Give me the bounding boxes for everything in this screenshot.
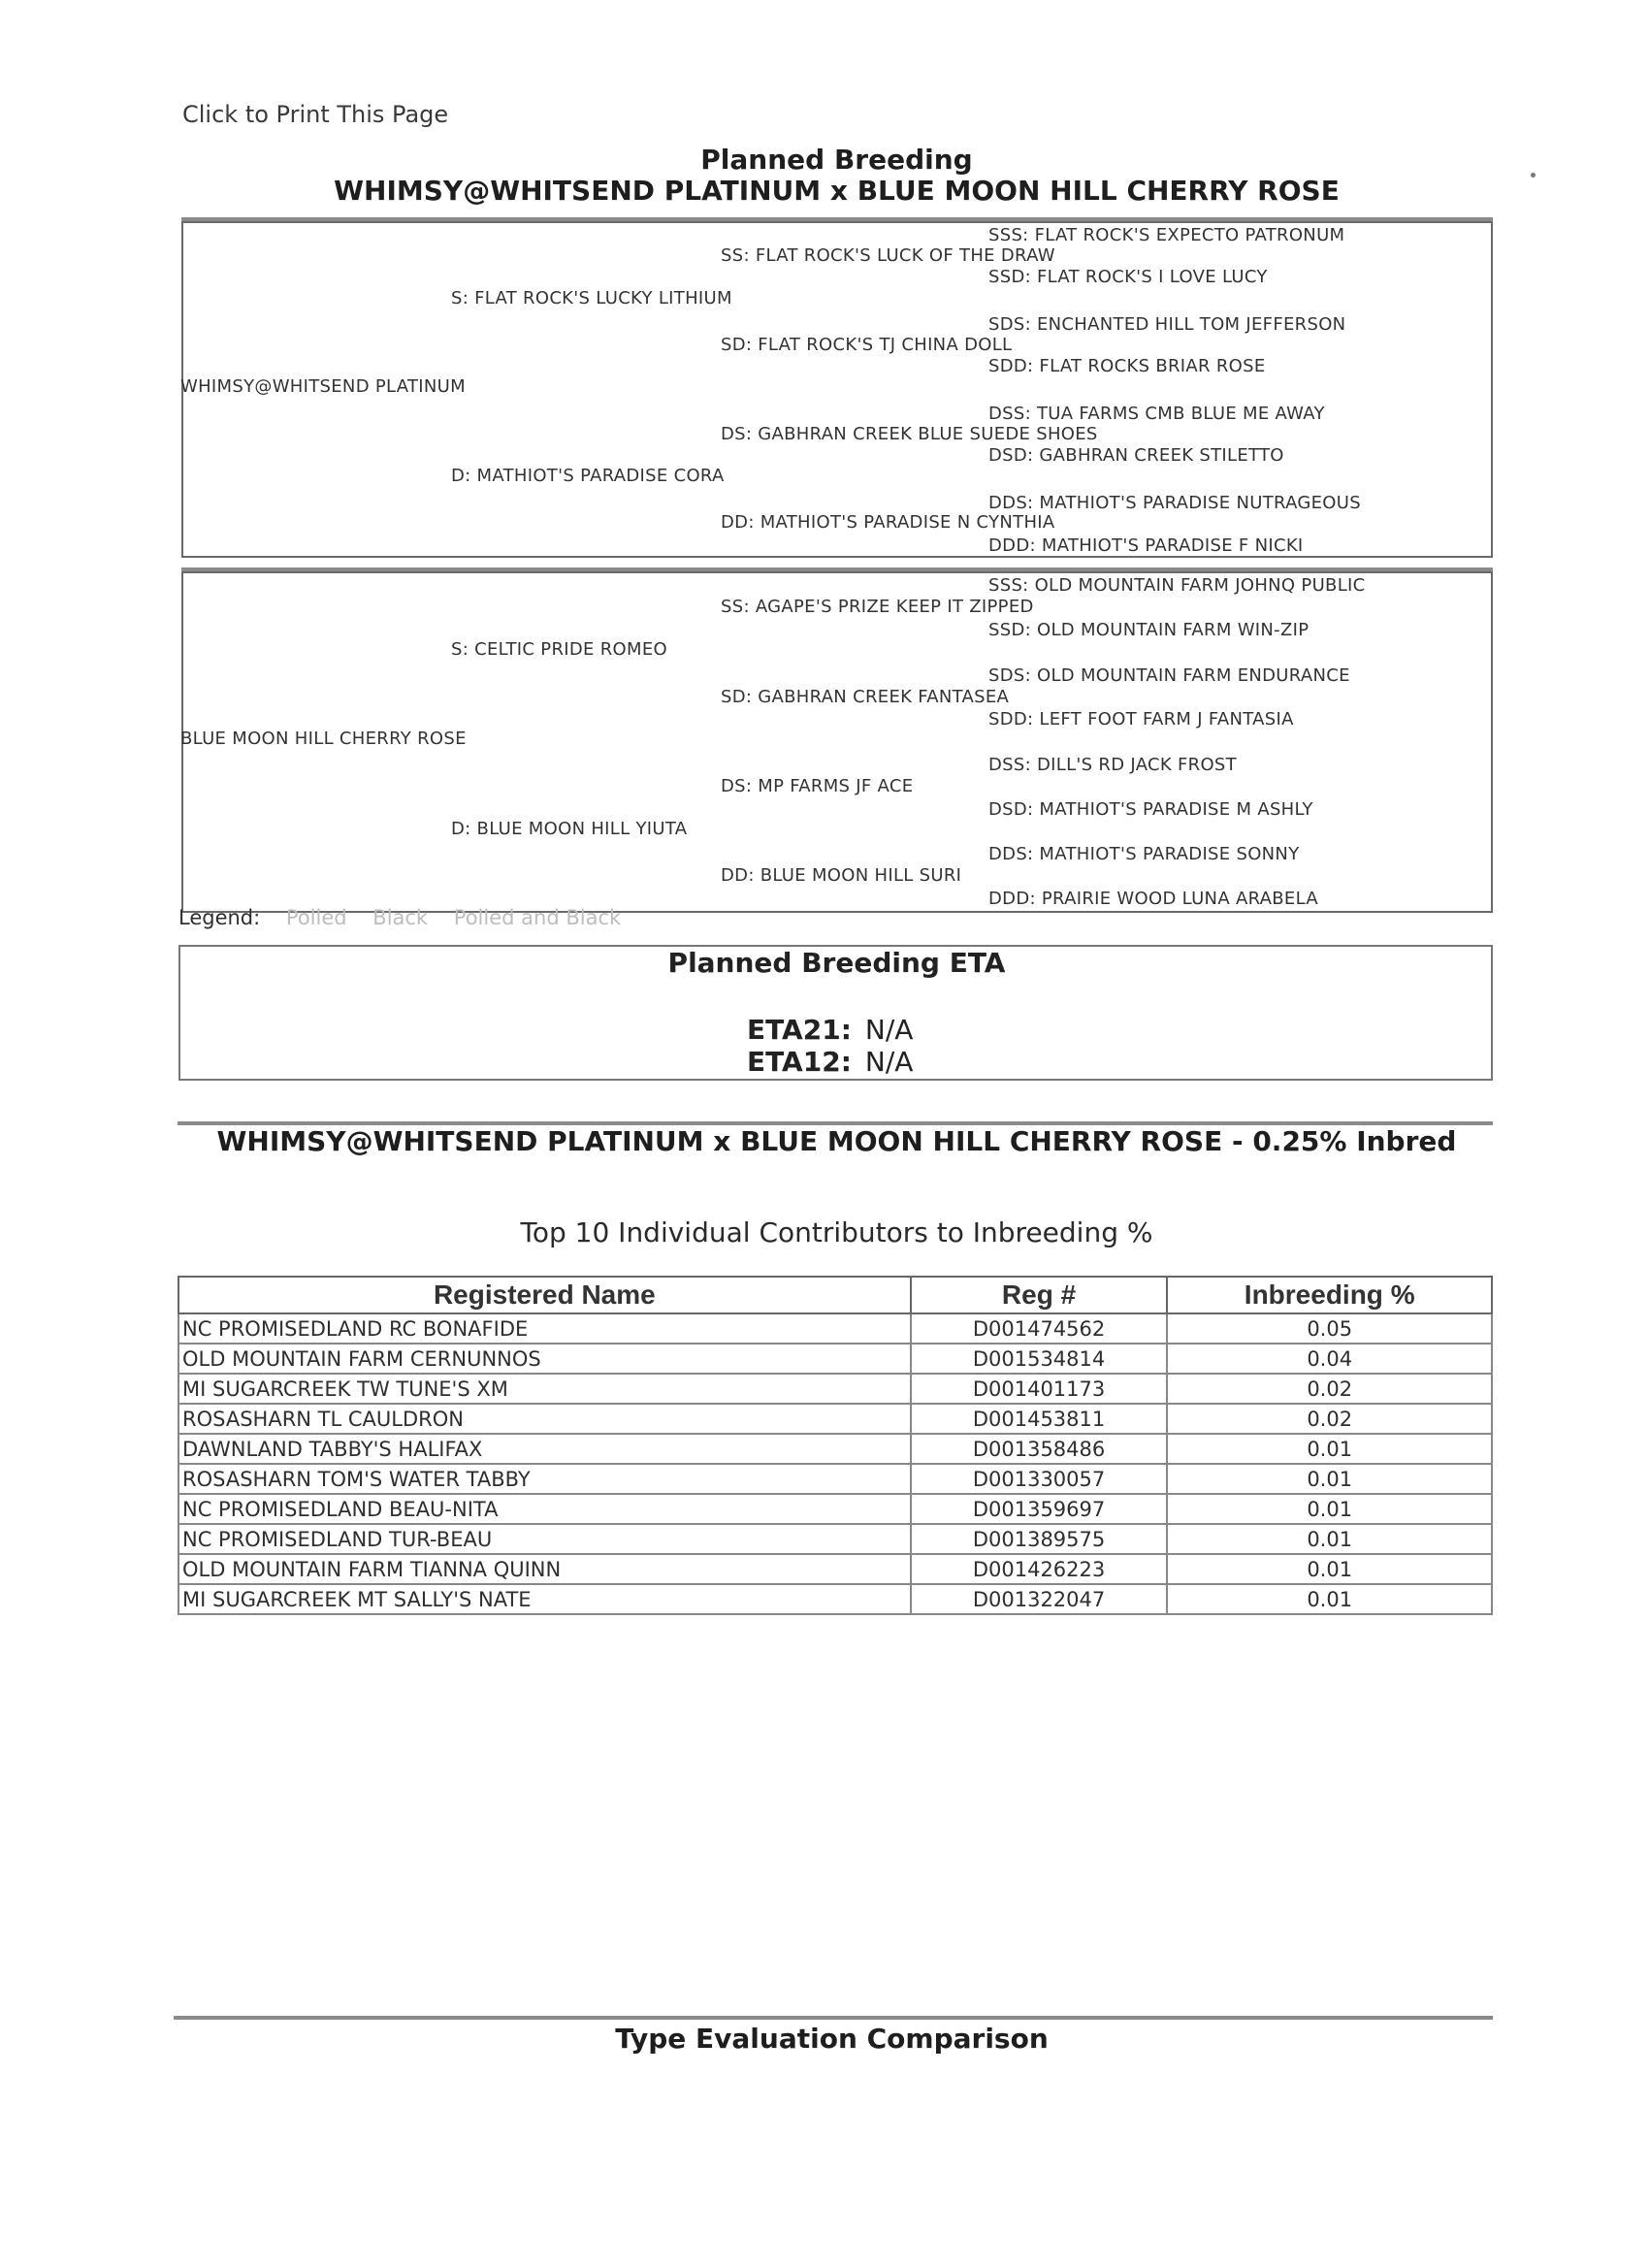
- cell-pct: 0.04: [1167, 1344, 1492, 1374]
- eta12-row: [747, 1046, 913, 1078]
- cell-reg: D001426223: [911, 1554, 1168, 1584]
- cell-reg: D001358486: [911, 1434, 1168, 1464]
- cell-reg: D001474562: [911, 1313, 1168, 1344]
- cell-name: NC PROMISEDLAND BEAU-NITA: [178, 1494, 911, 1524]
- pedigree-dd: DD: BLUE MOON HILL SURI: [721, 865, 962, 886]
- table-row: [178, 1524, 1492, 1554]
- pedigree-sss: SSS: OLD MOUNTAIN FARM JOHNQ PUBLIC: [988, 575, 1366, 596]
- contributors-title: Top 10 Individual Contributors to Inbreeding %: [520, 1216, 1153, 1248]
- pedigree-ddd: DDD: MATHIOT'S PARADISE F NICKI: [988, 535, 1304, 556]
- pedigree-dam: D: MATHIOT'S PARADISE CORA: [451, 466, 725, 486]
- cell-pct: 0.05: [1167, 1313, 1492, 1344]
- dam-pedigree-box: [181, 571, 1493, 913]
- table-row: [178, 1374, 1492, 1404]
- table-row: [178, 1313, 1492, 1344]
- cell-name: NC PROMISEDLAND RC BONAFIDE: [178, 1313, 911, 1344]
- legend-label: Legend:: [178, 906, 261, 929]
- cell-pct: 0.02: [1167, 1404, 1492, 1434]
- pedigree-sds: SDS: OLD MOUNTAIN FARM ENDURANCE: [988, 665, 1350, 686]
- pedigree-ssd: SSD: FLAT ROCK'S I LOVE LUCY: [988, 267, 1268, 287]
- cell-reg: D001453811: [911, 1404, 1168, 1434]
- pedigree-sd: SD: FLAT ROCK'S TJ CHINA DOLL: [721, 335, 1013, 355]
- cell-name: MI SUGARCREEK MT SALLY'S NATE: [178, 1584, 911, 1614]
- pedigree-animal: BLUE MOON HILL CHERRY ROSE: [180, 729, 467, 749]
- cell-reg: D001401173: [911, 1374, 1168, 1404]
- cell-name: NC PROMISEDLAND TUR-BEAU: [178, 1524, 911, 1554]
- pedigree-dds: DDS: MATHIOT'S PARADISE SONNY: [988, 844, 1300, 864]
- pedigree-ds: DS: GABHRAN CREEK BLUE SUEDE SHOES: [721, 424, 1098, 444]
- eta12-value: N/A: [864, 1046, 914, 1078]
- cell-name: ROSASHARN TL CAULDRON: [178, 1404, 911, 1434]
- page-title: Planned Breeding: [700, 144, 973, 176]
- pedigree-ssd: SSD: OLD MOUNTAIN FARM WIN-ZIP: [988, 620, 1310, 640]
- table-header-row: [178, 1277, 1492, 1313]
- cell-reg: D001330057: [911, 1464, 1168, 1494]
- contributors-table: [178, 1276, 1493, 1615]
- legend-polled: Polled: [285, 906, 347, 929]
- cell-reg: D001359697: [911, 1494, 1168, 1524]
- table-row: [178, 1554, 1492, 1584]
- cell-pct: 0.01: [1167, 1554, 1492, 1584]
- cell-name: DAWNLAND TABBY'S HALIFAX: [178, 1434, 911, 1464]
- cell-pct: 0.01: [1167, 1434, 1492, 1464]
- cell-pct: 0.01: [1167, 1584, 1492, 1614]
- pedigree-ddd: DDD: PRAIRIE WOOD LUNA ARABELA: [988, 889, 1318, 909]
- pedigree-ds: DS: MP FARMS JF ACE: [721, 776, 914, 796]
- header-reg-number: Reg #: [911, 1277, 1168, 1313]
- pedigree-sire: S: CELTIC PRIDE ROMEO: [451, 639, 667, 660]
- cell-name: MI SUGARCREEK TW TUNE'S XM: [178, 1374, 911, 1404]
- table-row: [178, 1434, 1492, 1464]
- cell-pct: 0.01: [1167, 1494, 1492, 1524]
- type-evaluation-title: Type Evaluation Comparison: [615, 2023, 1049, 2055]
- table-row: [178, 1404, 1492, 1434]
- pedigree-sire: S: FLAT ROCK'S LUCKY LITHIUM: [451, 288, 732, 308]
- inbreeding-summary: WHIMSY@WHITSEND PLATINUM x BLUE MOON HILL CHERRY ROSE - 0.25% Inbred: [216, 1125, 1457, 1157]
- pedigree-sds: SDS: ENCHANTED HILL TOM JEFFERSON: [988, 314, 1346, 335]
- pedigree-sdd: SDD: FLAT ROCKS BRIAR ROSE: [988, 356, 1266, 376]
- pedigree-sd: SD: GABHRAN CREEK FANTASEA: [721, 687, 1010, 707]
- pedigree-dam: D: BLUE MOON HILL YIUTA: [451, 819, 688, 839]
- pedigree-animal: WHIMSY@WHITSEND PLATINUM: [180, 376, 466, 397]
- print-page-link[interactable]: Click to Print This Page: [182, 101, 449, 128]
- eta21-value: N/A: [864, 1014, 914, 1046]
- legend-polled-and-black: Polled and Black: [453, 906, 622, 929]
- legend: [178, 906, 621, 929]
- header-registered-name: Registered Name: [178, 1277, 911, 1313]
- pedigree-ss: SS: FLAT ROCK'S LUCK OF THE DRAW: [721, 245, 1055, 266]
- pedigree-dds: DDS: MATHIOT'S PARADISE NUTRAGEOUS: [988, 493, 1361, 513]
- cell-name: OLD MOUNTAIN FARM CERNUNNOS: [178, 1344, 911, 1374]
- cell-reg: D001534814: [911, 1344, 1168, 1374]
- sire-pedigree-box: [181, 221, 1493, 558]
- cell-name: OLD MOUNTAIN FARM TIANNA QUINN: [178, 1554, 911, 1584]
- cell-pct: 0.01: [1167, 1464, 1492, 1494]
- legend-black: Black: [372, 906, 429, 929]
- pedigree-dsd: DSD: MATHIOT'S PARADISE M ASHLY: [988, 799, 1313, 820]
- cell-pct: 0.01: [1167, 1524, 1492, 1554]
- eta21-row: [747, 1014, 913, 1046]
- eta12-label: ETA12:: [747, 1046, 852, 1078]
- cell-reg: D001389575: [911, 1524, 1168, 1554]
- eta-title: Planned Breeding ETA: [667, 947, 1006, 979]
- pedigree-sss: SSS: FLAT ROCK'S EXPECTO PATRONUM: [988, 225, 1345, 245]
- pedigree-dsd: DSD: GABHRAN CREEK STILETTO: [988, 445, 1284, 466]
- pedigree-sdd: SDD: LEFT FOOT FARM J FANTASIA: [988, 709, 1294, 729]
- pedigree-dss: DSS: TUA FARMS CMB BLUE ME AWAY: [988, 404, 1325, 424]
- eta21-label: ETA21:: [747, 1014, 852, 1046]
- cell-name: ROSASHARN TOM'S WATER TABBY: [178, 1464, 911, 1494]
- pedigree-ss: SS: AGAPE'S PRIZE KEEP IT ZIPPED: [721, 597, 1034, 617]
- table-row: [178, 1344, 1492, 1374]
- pairing-title: WHIMSY@WHITSEND PLATINUM x BLUE MOON HILL CHERRY ROSE: [334, 175, 1340, 207]
- cell-reg: D001322047: [911, 1584, 1168, 1614]
- table-row: [178, 1584, 1492, 1614]
- pedigree-dss: DSS: DILL'S RD JACK FROST: [988, 755, 1237, 775]
- table-row: [178, 1464, 1492, 1494]
- header-inbreeding-pct: Inbreeding %: [1167, 1277, 1492, 1313]
- cell-pct: 0.02: [1167, 1374, 1492, 1404]
- type-eval-divider: [174, 2016, 1493, 2020]
- pedigree-dd: DD: MATHIOT'S PARADISE N CYNTHIA: [721, 512, 1055, 533]
- table-row: [178, 1494, 1492, 1524]
